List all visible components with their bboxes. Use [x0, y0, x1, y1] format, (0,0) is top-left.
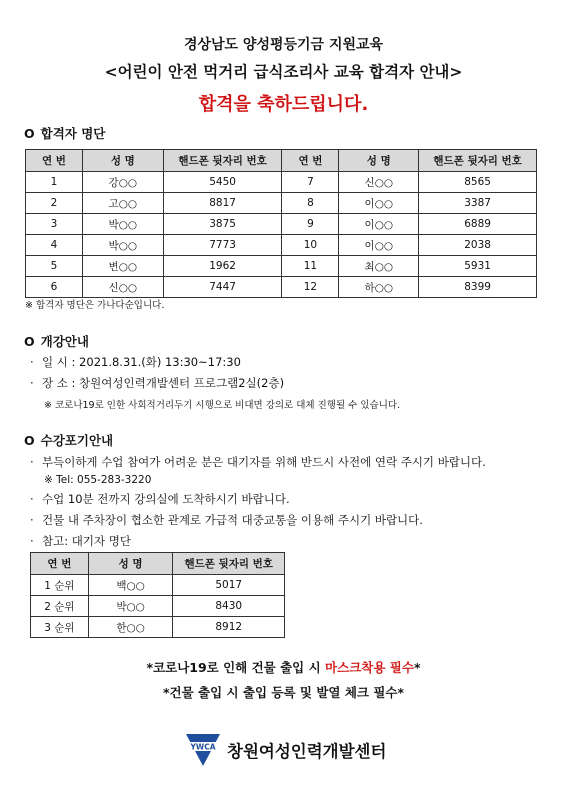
- table-cell: 7773: [163, 235, 282, 256]
- table-row: [31, 575, 285, 596]
- table-cell: 7447: [163, 277, 282, 298]
- title-line2: <어린이 안전 먹거리 급식조리사 교육 합격자 안내>: [104, 63, 463, 81]
- table-cell: 3 순위: [31, 617, 89, 638]
- col-header-no: 연 번: [31, 553, 89, 575]
- cancellation-item-1-text: 부득이하게 수업 참여가 어려운 분은 대기자를 위해 반드시 사전에 연락 주시기 바랍니다.: [42, 455, 486, 469]
- table-cell: 8399: [419, 277, 537, 298]
- ywca-logo-icon: [185, 733, 221, 767]
- logo-text: YWCA: [190, 742, 216, 752]
- col-header-phone: 핸드폰 뒷자리 번호: [419, 150, 537, 172]
- table-cell: 1962: [163, 256, 282, 277]
- mask-rule-emphasis: 마스크착용 필수: [325, 660, 414, 675]
- bullet-dot-icon: ·: [30, 492, 34, 506]
- table-cell: 12: [282, 277, 339, 298]
- circle-bullet-icon: O: [24, 334, 35, 349]
- table-row: [26, 277, 537, 298]
- table-cell: 4: [26, 235, 83, 256]
- table-cell: 이○○: [339, 235, 419, 256]
- cancellation-item-2-text: 수업 10분 전까지 강의실에 도착하시기 바랍니다.: [42, 492, 290, 506]
- col-header-phone: 핸드폰 뒷자리 번호: [173, 553, 285, 575]
- section-orientation-label: 개강안내: [40, 334, 89, 349]
- col-header-phone: 핸드폰 뒷자리 번호: [163, 150, 282, 172]
- table-row: [26, 193, 537, 214]
- table-cell: 최○○: [339, 256, 419, 277]
- section-cancellation-heading: [24, 431, 113, 449]
- table-cell: 8817: [163, 193, 282, 214]
- table-cell: 10: [282, 235, 339, 256]
- table-row: [26, 235, 537, 256]
- table-cell: 이○○: [339, 193, 419, 214]
- bullet-dot-icon: ·: [30, 376, 34, 390]
- table-cell: 5017: [173, 575, 285, 596]
- footer: [185, 733, 386, 767]
- table-cell: 하○○: [339, 277, 419, 298]
- col-header-name: 성 명: [339, 150, 419, 172]
- circle-bullet-icon: O: [24, 433, 35, 448]
- passers-header-row: [26, 150, 537, 172]
- cancellation-item-3: [30, 512, 423, 528]
- congrats-heading: 합격을 축하드립니다.: [198, 94, 369, 115]
- table-cell: 이○○: [339, 214, 419, 235]
- table-cell: 2038: [419, 235, 537, 256]
- table-cell: 고○○: [82, 193, 163, 214]
- orientation-date-text: 일 시 : 2021.8.31.(화) 13:30~17:30: [42, 355, 241, 369]
- table-cell: 7: [282, 172, 339, 193]
- circle-bullet-icon: O: [24, 126, 35, 141]
- table-cell: 변○○: [82, 256, 163, 277]
- table-row: [26, 172, 537, 193]
- waitlist-table: [30, 552, 285, 638]
- table-cell: 강○○: [82, 172, 163, 193]
- table-cell: 2 순위: [31, 596, 89, 617]
- table-cell: 3387: [419, 193, 537, 214]
- table-row: [31, 617, 285, 638]
- table-cell: 2: [26, 193, 83, 214]
- cancellation-item-4-text: 참고: 대기자 명단: [42, 534, 131, 548]
- bullet-dot-icon: ·: [30, 513, 34, 527]
- table-cell: 3: [26, 214, 83, 235]
- orientation-place: [30, 375, 284, 391]
- orientation-place-text: 장 소 : 창원여성인력개발센터 프로그램2실(2층): [42, 376, 285, 390]
- table-cell: 신○○: [339, 172, 419, 193]
- col-header-no: 연 번: [282, 150, 339, 172]
- bullet-dot-icon: ·: [30, 355, 34, 369]
- table-cell: 1: [26, 172, 83, 193]
- table-cell: 5450: [163, 172, 282, 193]
- table-cell: 백○○: [88, 575, 173, 596]
- col-header-no: 연 번: [26, 150, 83, 172]
- table-cell: 한○○: [88, 617, 173, 638]
- table-cell: 박○○: [82, 235, 163, 256]
- table-cell: 11: [282, 256, 339, 277]
- table-cell: 신○○: [82, 277, 163, 298]
- passers-table: [25, 149, 537, 298]
- title-line1: 경상남도 양성평등기금 지원교육: [183, 37, 384, 53]
- orientation-note: ※ 코로나19로 인한 사회적거리두기 시행으로 비대면 강의로 대체 진행될 수 있습니다.: [44, 400, 401, 411]
- table-cell: 1 순위: [31, 575, 89, 596]
- org-name: 창원여성인력개발센터: [227, 742, 387, 761]
- mask-rule: [0, 658, 567, 676]
- section-orientation-heading: [24, 332, 89, 350]
- cancellation-item-1: [30, 454, 486, 470]
- table-cell: 3875: [163, 214, 282, 235]
- section-passers-label: 합격자 명단: [40, 126, 106, 141]
- table-cell: 6889: [419, 214, 537, 235]
- mask-rule-prefix: *코로나19로 인해 건물 출입 시: [146, 660, 326, 675]
- section-passers-heading: [24, 124, 105, 142]
- bullet-dot-icon: ·: [30, 455, 34, 469]
- entry-rule: *건물 출입 시 출입 등록 및 발열 체크 필수*: [162, 685, 405, 700]
- table-cell: 8565: [419, 172, 537, 193]
- table-cell: 5931: [419, 256, 537, 277]
- bullet-dot-icon: ·: [30, 534, 34, 548]
- col-header-name: 성 명: [88, 553, 173, 575]
- passers-note: ※ 합격자 명단은 가나다순입니다.: [25, 300, 165, 311]
- cancellation-item-4: [30, 533, 131, 549]
- col-header-name: 성 명: [82, 150, 163, 172]
- table-row: [26, 256, 537, 277]
- cancellation-item-3-text: 건물 내 주차장이 협소한 관계로 가급적 대중교통을 이용해 주시기 바랍니다.: [42, 513, 423, 527]
- table-row: [26, 214, 537, 235]
- table-cell: 5: [26, 256, 83, 277]
- contact-tel: ※ Tel: 055-283-3220: [44, 474, 152, 486]
- table-cell: 9: [282, 214, 339, 235]
- cancellation-item-2: [30, 491, 290, 507]
- table-cell: 8: [282, 193, 339, 214]
- waitlist-header-row: [31, 553, 285, 575]
- table-cell: 박○○: [88, 596, 173, 617]
- table-cell: 8912: [173, 617, 285, 638]
- mask-rule-suffix: *: [413, 660, 421, 675]
- table-row: [31, 596, 285, 617]
- table-cell: 박○○: [82, 214, 163, 235]
- orientation-date: [30, 354, 241, 370]
- table-cell: 6: [26, 277, 83, 298]
- section-cancellation-label: 수강포기안내: [40, 433, 114, 448]
- table-cell: 8430: [173, 596, 285, 617]
